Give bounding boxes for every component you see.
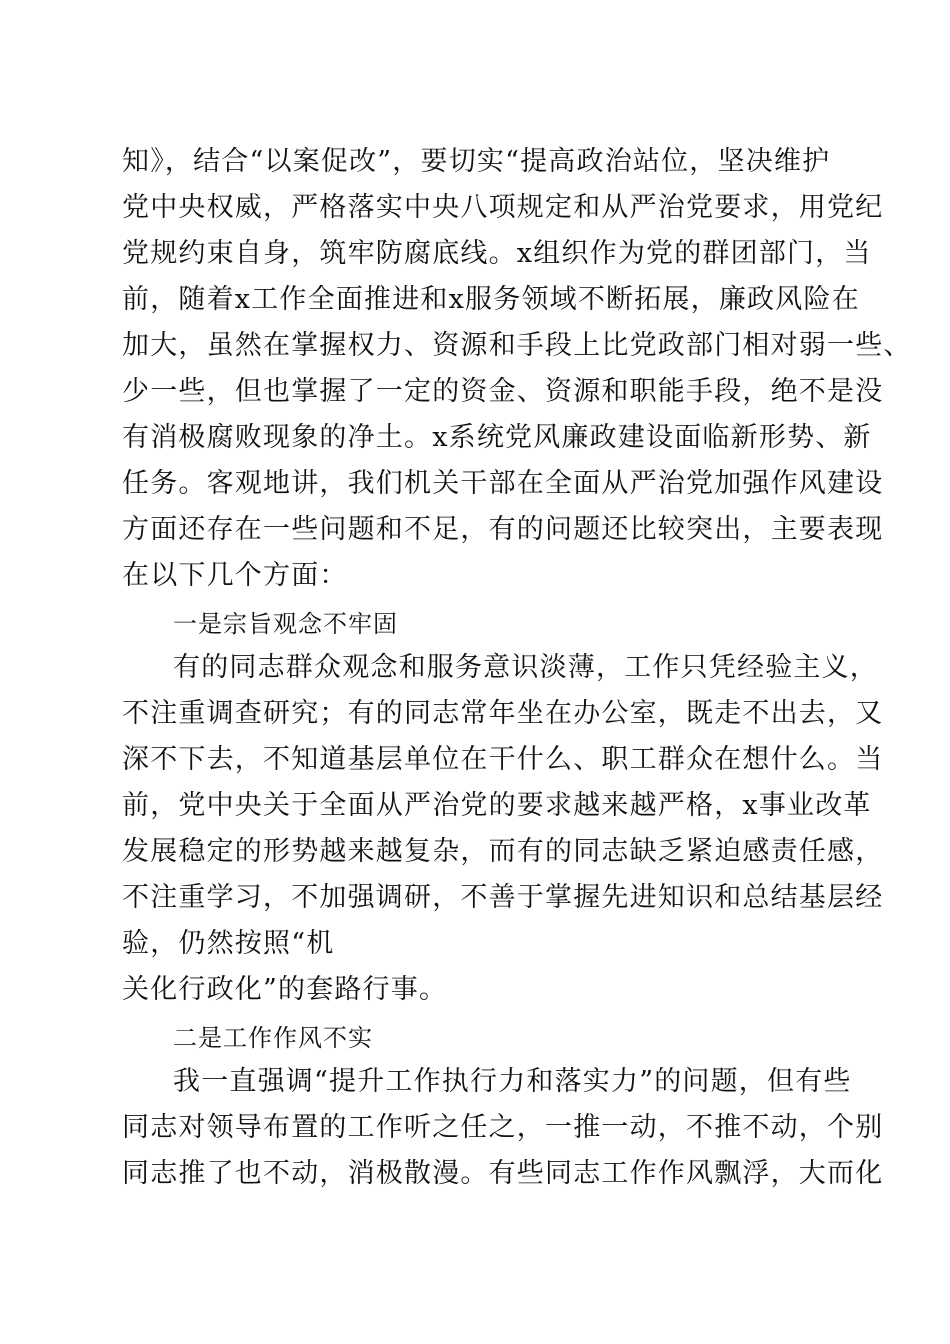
- body-line: 有的同志群众观念和服务意识淡薄，工作只凭经验主义，: [173, 652, 878, 683]
- body-line: 任务。客观地讲，我们机关干部在全面从严治党加强作风建设: [122, 468, 884, 499]
- body-line: 发展稳定的形势越来越复杂，而有的同志缺乏紧迫感责任感，: [122, 836, 884, 867]
- body-line: 同志推了也不动，消极散漫。有些同志工作作风飘浮，大而化: [122, 1158, 884, 1189]
- section-heading: 二是工作作风不实: [173, 1024, 373, 1052]
- body-line: 前，随着x工作全面推进和x服务领域不断拓展，廉政风险在: [122, 284, 860, 315]
- body-line: 党中央权威，严格落实中央八项规定和从严治党要求，用党纪: [122, 192, 884, 223]
- body-line: 知》，结合“以案促改”，要切实“提高政治站位，坚决维护: [122, 146, 831, 177]
- body-line: 不注重学习，不加强调研，不善于掌握先进知识和总结基层经: [122, 882, 884, 913]
- body-line: 验，仍然按照“机: [122, 928, 335, 959]
- body-line: 党规约束自身，筑牢防腐底线。x组织作为党的群团部门，当: [122, 238, 872, 269]
- body-line: 加大，虽然在掌握权力、资源和手段上比党政部门相对弱一些、: [122, 330, 912, 361]
- body-line: 同志对领导布置的工作听之任之，一推一动，不推不动，个别: [122, 1112, 884, 1143]
- body-line: 方面还存在一些问题和不足，有的问题还比较突出，主要表现: [122, 514, 884, 545]
- body-line: 前，党中央关于全面从严治党的要求越来越严格，x事业改革: [122, 790, 872, 821]
- body-line: 有消极腐败现象的净土。x系统党风廉政建设面临新形势、新: [122, 422, 872, 453]
- body-line: 不注重调查研究；有的同志常年坐在办公室，既走不出去，又: [122, 698, 884, 729]
- body-line: 我一直强调“提升工作执行力和落实力”的问题，但有些: [173, 1066, 852, 1097]
- body-line: 深不下去，不知道基层单位在干什么、职工群众在想什么。当: [122, 744, 884, 775]
- body-line: 在以下几个方面：: [122, 560, 348, 591]
- body-line: 少一些，但也掌握了一定的资金、资源和职能手段，绝不是没: [122, 376, 884, 407]
- section-heading: 一是宗旨观念不牢固: [173, 610, 398, 638]
- body-line: 关化行政化”的套路行事。: [122, 974, 448, 1005]
